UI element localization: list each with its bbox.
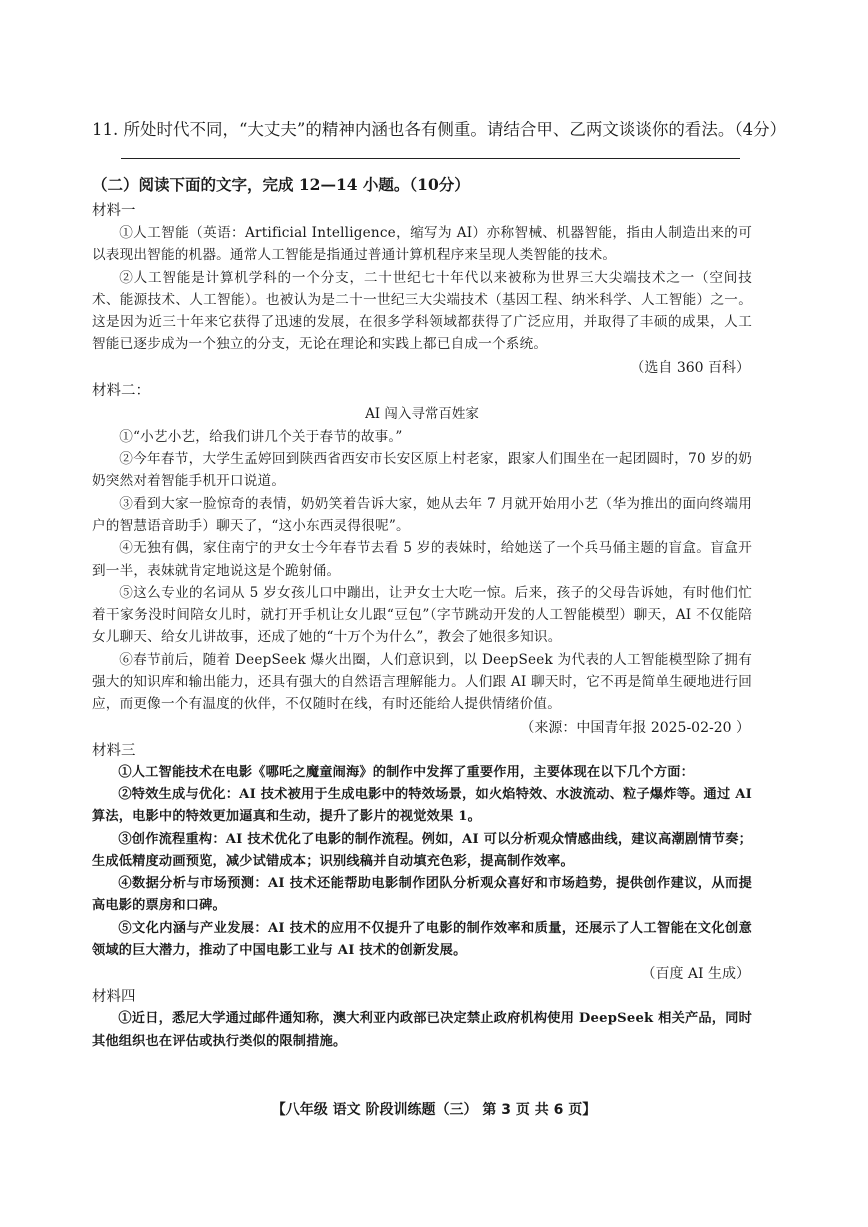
question-11: 11. 所处时代不同，“大丈夫”的精神内涵也各有侧重。请结合甲、乙两文谈谈你的看法。（4分） [92,120,787,139]
material-2-label: 材料二： [92,382,150,399]
page-footer: 【八年级 语文 阶段训练题（三） 第 3 页 共 6 页】 [271,1102,597,1118]
material-3-paragraph: ③创作流程重构：AI 技术优化了电影的制作流程。例如，AI 可以分析观众情感曲线，建议高潮剧情节奏；生成低精度动画预览，减少试错成本；识别线稿并自动填充色彩，提高制作效率。 [92,831,752,869]
material-3-label: 材料三 [92,742,136,759]
material-4-paragraph: ①近日，悉尼大学通过邮件通知称，澳大利亚内政部已决定禁止政府机构使用 DeepSeek 相关产品，同时其他组织也在评估或执行类似的限制措施。 [92,1011,752,1049]
material-1-paragraph: ②人工智能是计算机学科的一个分支，二十世纪七十年代以来被称为世界三大尖端技术之一（空间技术、能源技术、人工智能）。也被认为是二十一世纪三大尖端技术（基因工程、纳米科学、人工智能）之一。这是因为近三十年来它获得了迅速的发展，在很多学科领域都获得了广泛应用，并取得了丰硕的成果，人工智能已逐步成为一个独立的分支，无论在理论和实践上都已自成一个系统。 [92,269,752,353]
material-2-paragraph: ④无独有偶，家住南宁的尹女士今年春节去看 5 岁的表妹时，给她送了一个兵马俑主题的盲盒。盲盒开到一半，表妹就肯定地说这是个跪射俑。 [92,540,752,579]
material-3-paragraph: ①人工智能技术在电影《哪吒之魔童闹海》的制作中发挥了重要作用，主要体现在以下几个方面： [118,764,695,780]
section-title: （二）阅读下面的文字，完成 12—14 小题。（10分） [92,175,470,194]
material-2-paragraph: ③看到大家一脸惊奇的表情，奶奶笑着告诉大家，她从去年 7 月就开始用小艺（华为推出的面向终端用户的智慧语音助手）聊天了，“这小东西灵得很呢”。 [92,495,752,534]
material-3-paragraph: ②特效生成与优化：AI 技术被用于生成电影中的特效场景，如火焰特效、水波流动、粒子爆炸等。通过 AI 算法，电影中的特效更加逼真和生动，提升了影片的视觉效果 1。 [92,786,752,825]
material-3-paragraph: ⑤文化内涵与产业发展：AI 技术的应用不仅提升了电影的制作效率和质量，还展示了人工智能在文化创意领域的巨大潜力，推动了中国电影工业与 AI 技术的创新发展。 [92,920,752,959]
material-2-paragraph: ①“小艺小艺，给我们讲几个关于春节的故事。” [119,428,403,445]
material-2-paragraph: ②今年春节，大学生孟婷回到陕西省西安市长安区原上村老家，跟家人们围坐在一起团圆时，70 岁的奶奶突然对着智能手机开口说道。 [92,451,752,490]
material-1-label: 材料一 [92,203,136,219]
material-2-title: AI 闯入寻常百姓家 [365,405,479,422]
reading-section [92,172,752,1053]
material-1-paragraph: ①人工智能（英语：Artificial Intelligence，缩写为 AI）亦称智械、机器智能，指由人制造出来的可以表现出智能的机器。通常人工智能是指通过普通计算机程序来呈现人类智能的技术。 [92,225,752,264]
material-2-paragraph: ⑥春节前后，随着 DeepSeek 爆火出圈，人们意识到，以 DeepSeek 为代表的人工智能模型除了拥有强大的知识库和输出能力，还具有强大的自然语言理解能力。人们跟 AI 聊天时，它不再是简单生硬地进行回应，而更像一个有温度的伙伴，不仅随时在线，有时还能给人提供情绪价值。 [92,651,752,713]
material-2-source: （来源：中国青年报 2025-02-20 ） [520,719,750,736]
answer-line [121,158,740,159]
material-1-source: （选自 360 百科） [630,359,750,376]
material-4-label: 材料四 [92,989,136,1006]
material-3-paragraph: ④数据分析与市场预测：AI 技术还能帮助电影制作团队分析观众喜好和市场趋势，提供创作建议，从而提高电影的票房和口碑。 [92,876,752,914]
material-2-paragraph: ⑤这么专业的名词从 5 岁女孩儿口中蹦出，让尹女士大吃一惊。后来，孩子的父母告诉她，有时他们忙着干家务没时间陪女儿时，就打开手机让女儿跟“豆包”（字节跳动开发的人工智能模型）聊天，AI 不仅能陪女儿聊天、给女儿讲故事，还成了她的“十万个为什么”，教会了她很多知识。 [92,584,752,646]
material-3-source: （百度 AI 生成） [641,966,750,983]
